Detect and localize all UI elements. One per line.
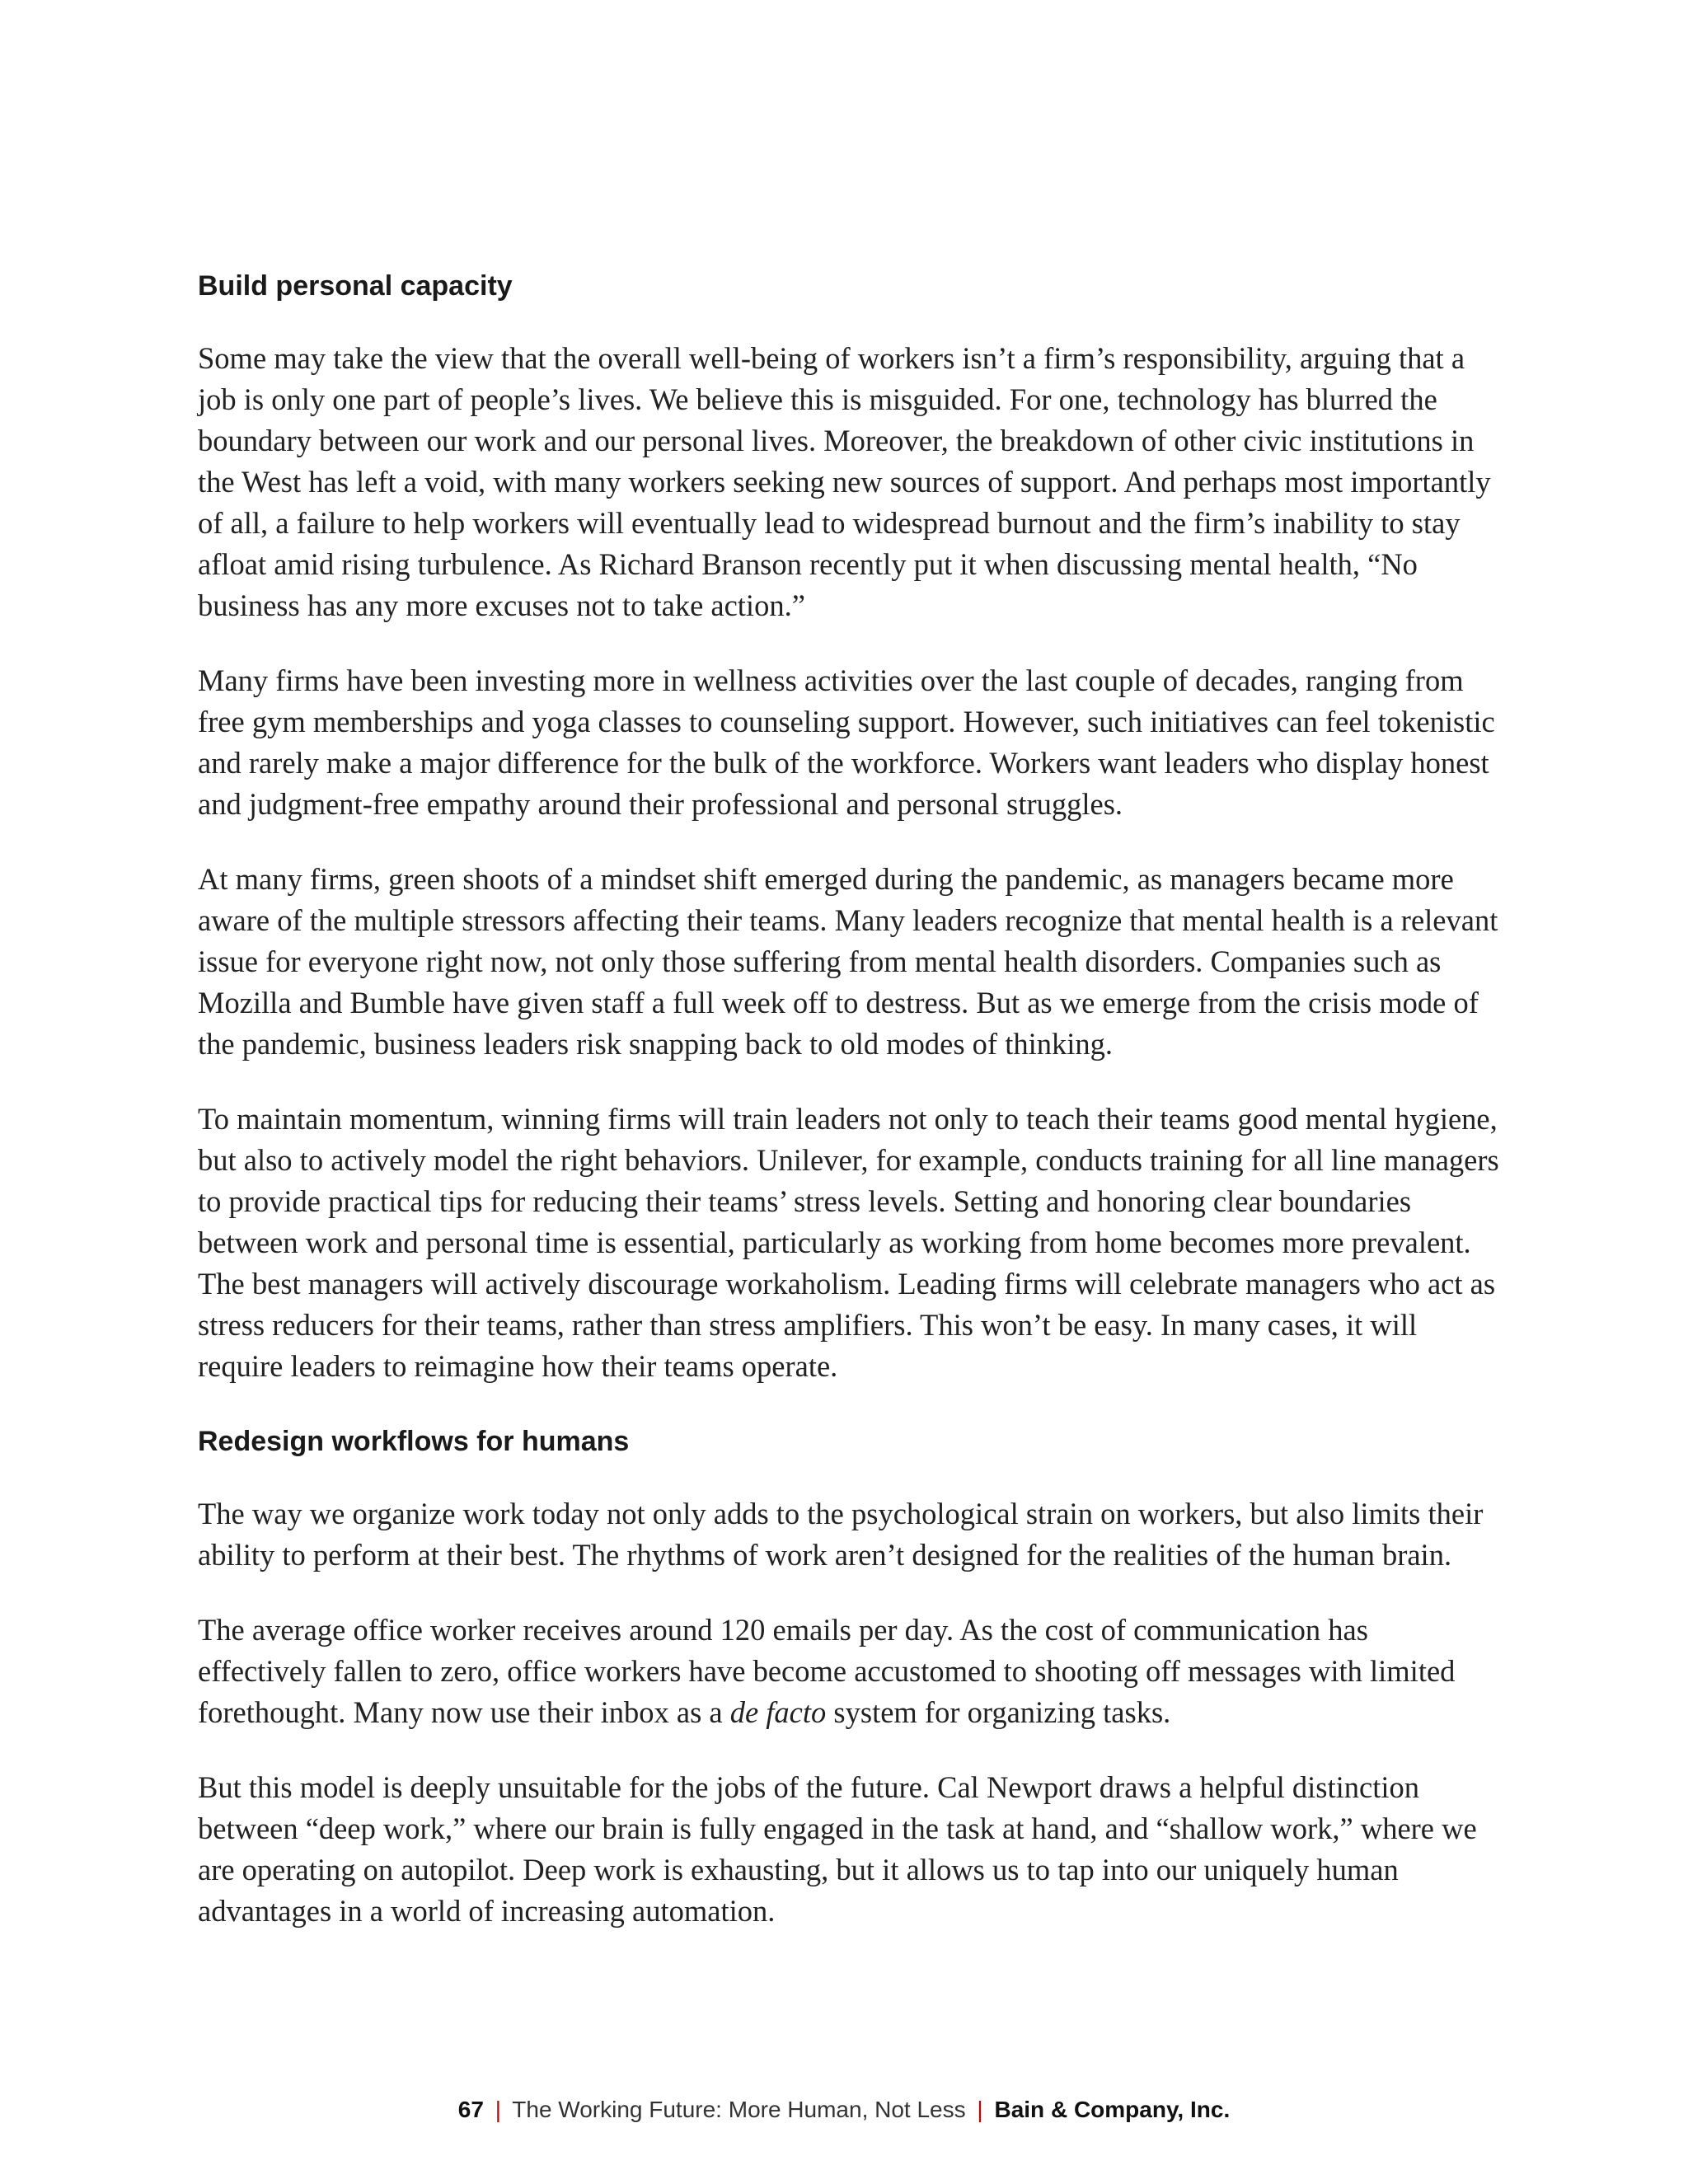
body-paragraph-emphasis: [198, 1610, 1500, 1733]
company-name: Bain & Company, Inc.: [994, 2097, 1231, 2122]
italic-term: de facto: [729, 1695, 827, 1729]
footer-separator: |: [977, 2097, 983, 2122]
publication-title: The Working Future: More Human, Not Less: [512, 2097, 966, 2122]
body-paragraph: Some may take the view that the overall well-being of workers isn’t a firm’s responsibility, arguing that a job is only one part of people’s lives. We believe this is misguided. For one, technology has blurred the boundary between our work and our personal lives. Moreover, the breakdown of other civic institutions in the West has left a void, with many workers seeking new sources of support. And perhaps most importantly of all, a failure to help workers will eventually lead to widespread burnout and the firm’s inability to stay afloat amid rising turbulence. As Richard Branson recently put it when discussing mental health, “No business has any more excuses not to take action.”: [198, 341, 1491, 622]
page-number: 67: [457, 2097, 484, 2122]
body-paragraph: But this model is deeply unsuitable for the jobs of the future. Cal Newport draws a helpful distinction between “deep work,” where our brain is fully engaged in the task at hand, and “shallow work,” where we are operating on autopilot. Deep work is exhausting, but it allows us to tap into our uniquely human advantages in a world of increasing automation.: [198, 1770, 1477, 1928]
footer-separator: |: [495, 2097, 501, 2122]
body-paragraph: Many firms have been investing more in wellness activities over the last couple of decades, ranging from free gym memberships and yoga classes to counseling support. However, such initiatives can feel tokenistic and rarely make a major difference for the bulk of the workforce. Workers want leaders who display honest and judgment-free empathy around their professional and personal struggles.: [198, 663, 1495, 821]
paragraph-text: The average office worker receives around 120 emails per day. As the cost of communication has effectively fallen to zero, office workers have become accustomed to shooting off messages with limited forethought. Many now use their inbox as a: [198, 1613, 1456, 1729]
body-paragraph: The way we organize work today not only adds to the psychological strain on workers, but also limits their ability to perform at their best. The rhythms of work aren’t designed for the realities of the human brain.: [198, 1497, 1484, 1572]
body-paragraph: To maintain momentum, winning firms will train leaders not only to teach their teams good mental hygiene, but also to actively model the right behaviors. Unilever, for example, conducts training for all line managers to provide practical tips for reducing their teams’ stress levels. Setting and honoring clear boundaries between work and personal time is essential, particularly as working from home becomes more prevalent. The best managers will actively discourage workaholism. Leading firms will celebrate managers who act as stress reducers for their teams, rather than stress amplifiers. This won’t be easy. In many cases, it will require leaders to reimagine how their teams operate.: [198, 1102, 1499, 1383]
main-content: [198, 265, 1500, 1966]
page-footer: [0, 2093, 1688, 2126]
body-paragraph: At many firms, green shoots of a mindset shift emerged during the pandemic, as managers became more aware of the multiple stressors affecting their teams. Many leaders recognize that mental health is a relevant issue for everyone right now, not only those suffering from mental health disorders. Companies such as Mozilla and Bumble have given staff a full week off to destress. But as we emerge from the crisis mode of the pandemic, business leaders risk snapping back to old modes of thinking.: [198, 862, 1498, 1061]
paragraph-text: system for organizing tasks.: [826, 1695, 1171, 1729]
section-heading: Redesign workflows for humans: [198, 1426, 630, 1457]
section-heading: Build personal capacity: [198, 270, 513, 302]
